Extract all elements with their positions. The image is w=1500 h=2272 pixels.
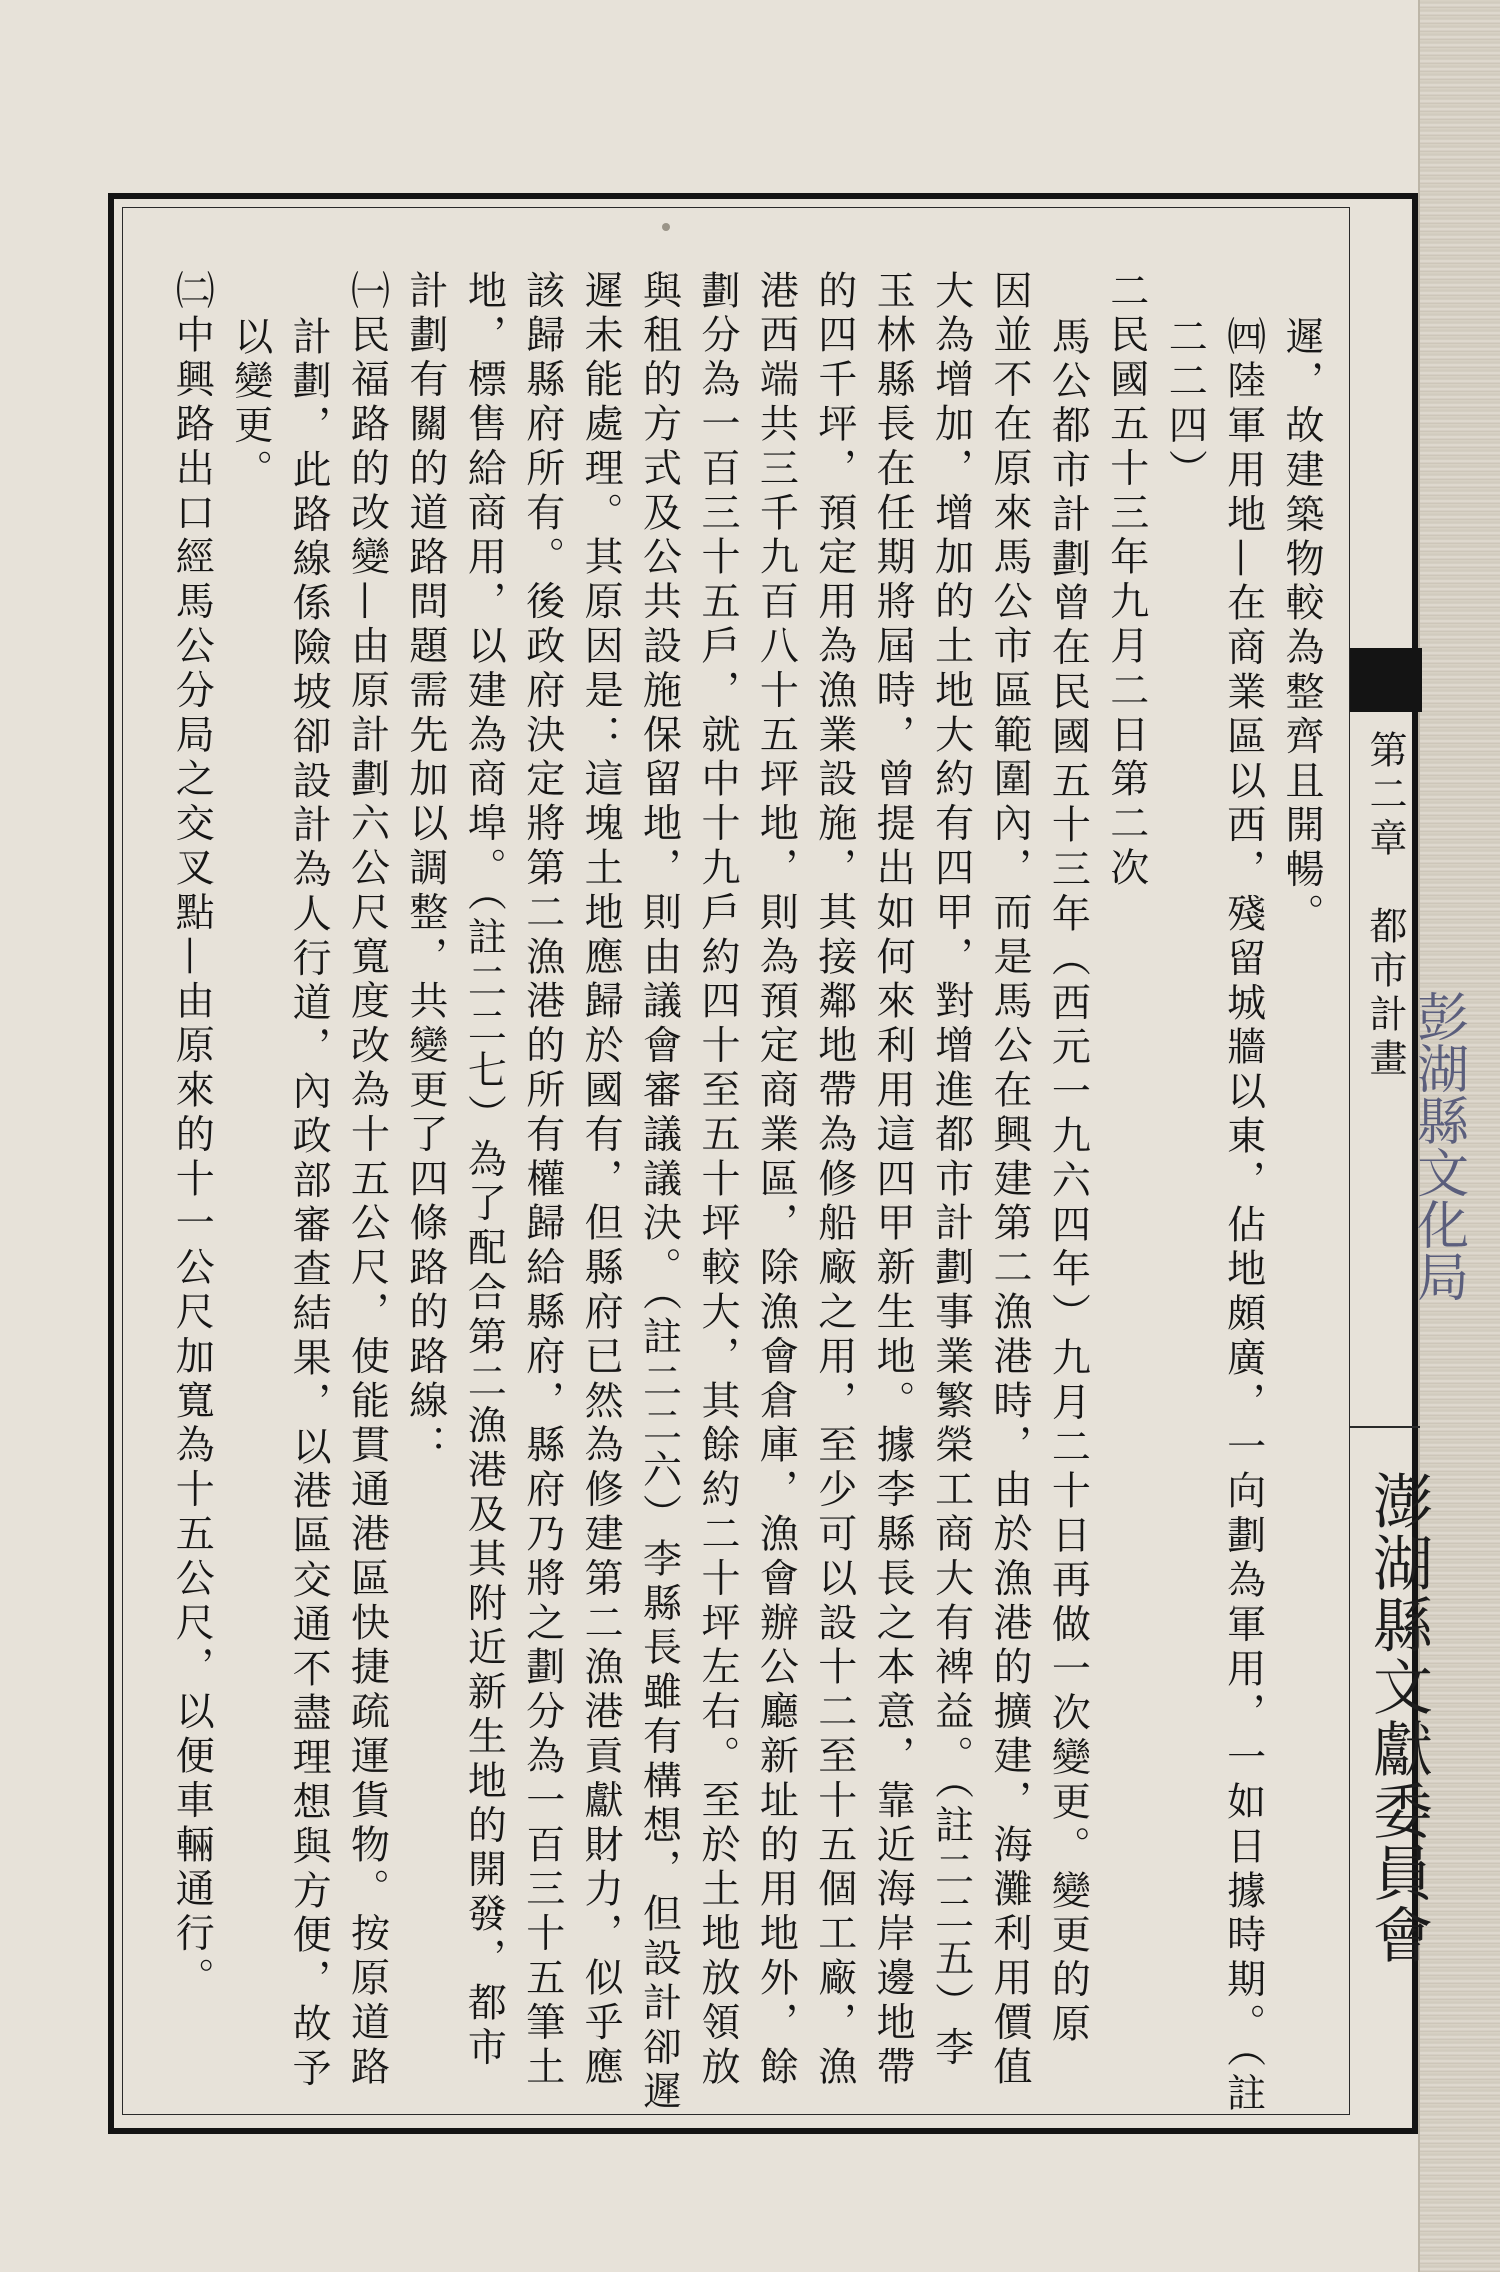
text-column: 大為增加，增加的土地大約有四甲，對增進都市計劃事業繁榮工商大有裨益。（註二二五）李 <box>928 270 974 2071</box>
paper-spot <box>662 223 670 231</box>
text-column: 地，標售給商用，以建為商埠。（註二二七）為了配合第二漁港及其附近新生地的開發，都市 <box>461 270 507 2071</box>
text-column: ㈠民福路的改變—由原計劃六公尺寬度改為十五公尺，使能貫通港區快捷疏運貨物。按原道路 <box>344 270 390 2091</box>
text-column: 與租的方式及公共設施保留地，則由議會審議議決。（註二二六）李縣長雖有構想，但設計卻遲 <box>636 270 682 2116</box>
text-column: 遲，故建築物較為整齊且開暢。 <box>1279 316 1324 938</box>
chapter-heading: 第二章 都市計畫 <box>1363 730 1407 1082</box>
text-column: 因並不在原來馬公市區範圍內，而是馬公在興建第二漁港時，由於漁港的擴建，海灘利用價值 <box>986 270 1032 2091</box>
text-column: ㈣陸軍用地—在商業區以西，殘留城牆以東，佔地頗廣，一向劃為軍用，一如日據時期。（註 <box>1220 316 1266 2117</box>
text-column: 二二四） <box>1162 316 1208 494</box>
text-column: 二民國五十三年九月二日第二次 <box>1103 270 1149 892</box>
chapter-marker-block <box>1350 648 1422 712</box>
text-column: 該歸縣府所有。後政府決定將第二漁港的所有權歸給縣府，縣府乃將之劃分為一百三十五筆土 <box>519 270 565 2091</box>
text-column: ㈡中興路出口經馬公分局之交叉點—由原來的十一公尺加寬為十五公尺，以便車輛通行。 <box>169 270 215 2002</box>
document-body <box>140 270 1330 2117</box>
text-column: 港西端共三千九百八十五坪地，則為預定商業區，除漁會倉庫，漁會辦公廳新址的用地外，餘 <box>753 270 799 2091</box>
text-column: 計劃，此路線係險坡卻設計為人行道，內政部審查結果，以港區交通不盡理想與方便，故予 <box>286 316 332 2092</box>
text-column: 馬公都市計劃曾在民國五十三年（西元一九六四年）九月二十日再做一次變更。變更的原 <box>1045 316 1091 2048</box>
side-divider <box>1350 1426 1420 1428</box>
text-column: 以變更。 <box>227 316 273 494</box>
text-column: 遲未能處理。其原因是：這塊土地應歸於國有，但縣府已然為修建第二漁港貢獻財力，似乎應 <box>578 270 624 2091</box>
publisher-name: 澎湖縣文獻委員會 <box>1363 1470 1433 1966</box>
library-stamp: 彭湖縣文化局 <box>1407 990 1468 1302</box>
text-column: 劃分為一百三十五戶，就中十九戶約四十至五十坪較大，其餘約二十坪左右。至於土地放領放 <box>694 270 740 2091</box>
text-column: 玉林縣長在任期將屆時，曾提出如何來利用這四甲新生地。據李縣長之本意，靠近海岸邊地帶 <box>870 270 916 2091</box>
text-column: 計劃有關的道路問題需先加以調整，共變更了四條路的路線： <box>402 270 448 1469</box>
text-column: 的四千坪，預定用為漁業設施，其接鄰地帶為修船廠之用，至少可以設十二至十五個工廠，漁 <box>811 270 857 2091</box>
